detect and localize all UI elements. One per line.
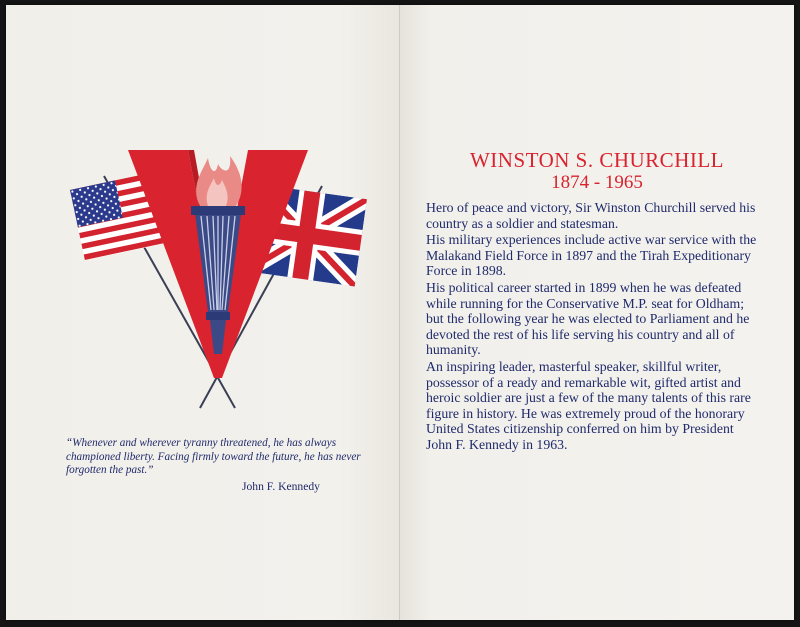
quote-author: John F. Kennedy <box>242 479 320 493</box>
bio-paragraph: An inspiring leader, masterful speaker, skillful writer, possessor of a ready and remarkable wit, gifted artist and heroic soldier are just a few of the many talents of this rare figure in history. He was extremely proud of the honorary United States citizenship conferred on him by President John F. Kennedy in 1963. <box>426 358 751 452</box>
flame-icon <box>196 156 242 206</box>
life-years: 1874 - 1965 <box>551 172 643 193</box>
left-page <box>6 5 400 620</box>
victory-emblem-illustration <box>50 142 370 414</box>
kennedy-quote <box>66 437 366 493</box>
page-title: WINSTON S. CHURCHILL <box>469 148 725 172</box>
quote-text: “Whenever and wherever tyranny threatened, he has always championed liberty. Facing firmly toward the future, he has never forgotten the past.” <box>66 437 361 476</box>
booklet-spread <box>6 5 794 620</box>
biography-text <box>426 200 762 453</box>
bio-paragraph: Hero of peace and victory, Sir Winston Churchill served his country as a soldier and statesman. <box>426 200 756 231</box>
bio-paragraph: His political career started in 1899 when he was defeated while running for the Conservative M.P. seat for Oldham; but the following year he was elected to Parliament and he devoted the rest of his life serving his country and all of humanity. <box>426 279 750 358</box>
bio-paragraph: His military experiences include active war service with the Malakand Field Force in 1897 and the Tirah Expeditionary Force in 1898. <box>426 232 757 279</box>
